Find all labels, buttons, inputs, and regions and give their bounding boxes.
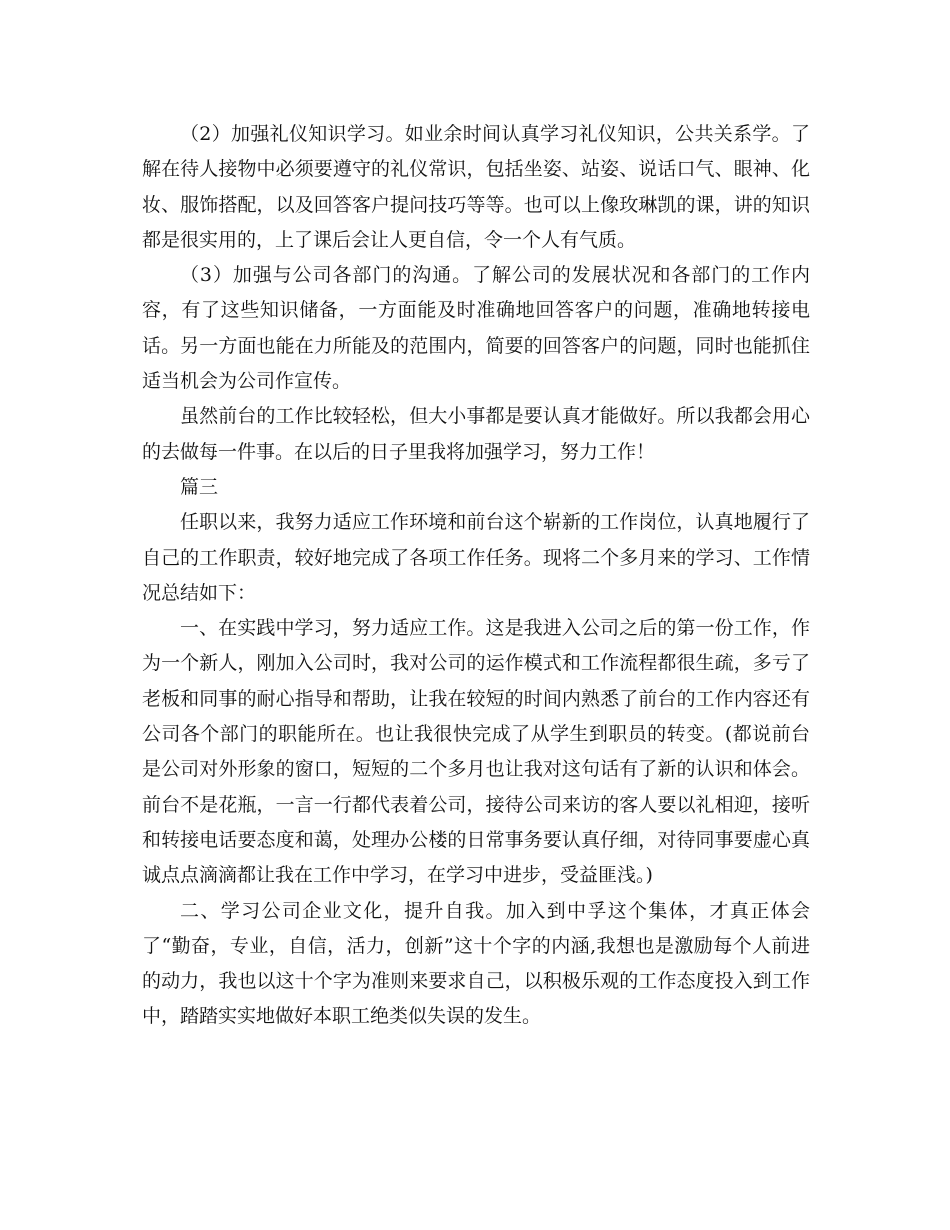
section-heading-part-three: 篇三 bbox=[180, 475, 219, 498]
paragraph-conclusion: 虽然前台的工作比较轻松，但大小事都是要认真才能做好。所以我都会用心的去做每一件事。在以后的日子里我将加强学习，努力工作！ bbox=[142, 405, 810, 463]
paragraph-corporate-culture: 二、学习公司企业文化，提升自我。加入到中孚这个集体，才真正体会了“勤奋，专业，自信，活力，创新”这十个字的内涵,我想也是激励每个人前进的动力，我也以这十个字为准则来要求自己，以积极乐观的工作态度投入到工作中，踏踏实实地做好本职工绝类似失误的发生。 bbox=[142, 899, 810, 1028]
paragraph-introduction: 任职以来，我努力适应工作环境和前台这个崭新的工作岗位，认真地履行了自己的工作职责，较好地完成了各项工作任务。现将二个多月来的学习、工作情况总结如下： bbox=[142, 511, 810, 604]
paragraph-etiquette-study: （2）加强礼仪知识学习。如业余时间认真学习礼仪知识，公共关系学。了解在待人接物中必须要遵守的礼仪常识，包括坐姿、站姿、说话口气、眼神、化妆、服饰搭配，以及回答客户提问技巧等等。也可以上像玫琳凯的课，讲的知识都是很实用的，上了课后会让人更自信，令一个人有气质。 bbox=[142, 123, 810, 251]
paragraph-department-communication: （3）加强与公司各部门的沟通。了解公司的发展状况和各部门的工作内容，有了这些知识储备，一方面能及时准确地回答客户的问题，准确地转接电话。另一方面也能在力所能及的范围内，简要的回答客户的问题，同时也能抓住适当机会为公司作宣传。 bbox=[142, 264, 810, 393]
document-body bbox=[142, 117, 810, 1035]
paragraph-learning-in-practice: 一、在实践中学习，努力适应工作。这是我进入公司之后的第一份工作，作为一个新人，刚加入公司时，我对公司的运作模式和工作流程都很生疏，多亏了老板和同事的耐心指导和帮助，让我在较短的时间内熟悉了前台的工作内容还有公司各个部门的职能所在。也让我很快完成了从学生到职员的转变。(都说前台是公司对外形象的窗口，短短的二个多月也让我对这句话有了新的认识和体会。前台不是花瓶，一言一行都代表着公司，接待公司来访的客人要以礼相迎，接听和转接电话要态度和蔼，处理办公楼的日常事务要认真仔细，对待同事要虚心真诚点点滴滴都让我在工作中学习，在学习中进步，受益匪浅。) bbox=[142, 617, 810, 887]
